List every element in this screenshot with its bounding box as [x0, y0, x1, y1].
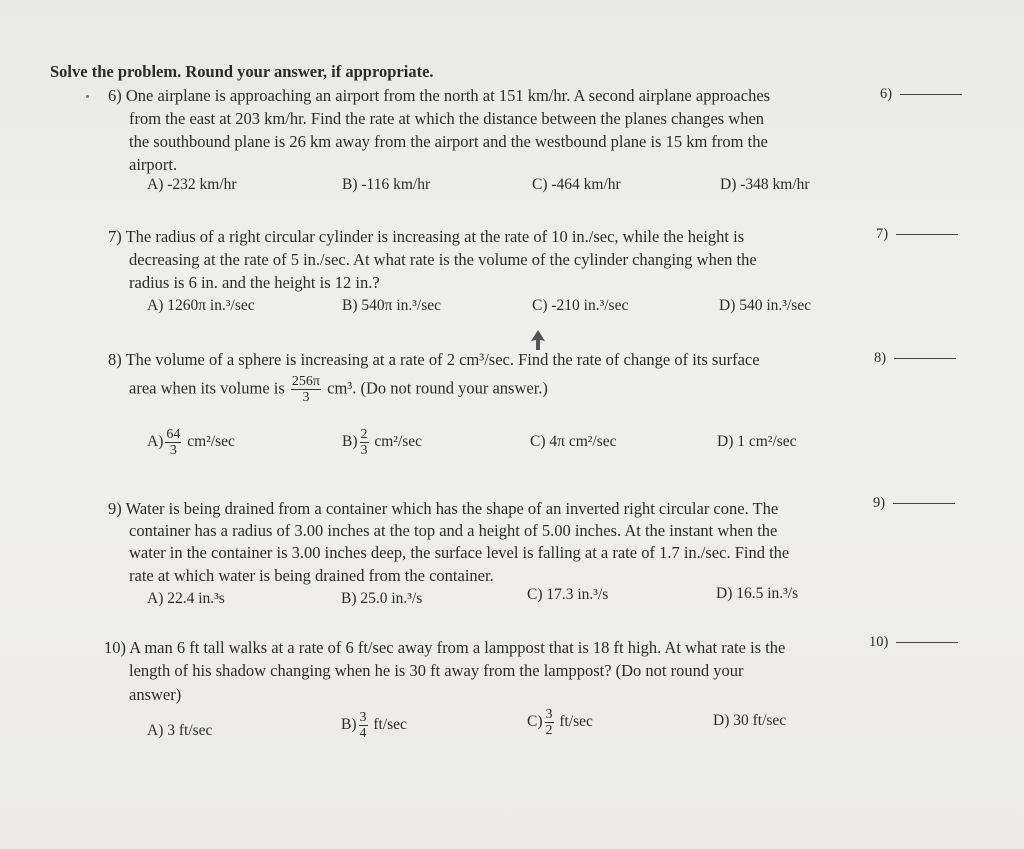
q6-line4: airport.	[129, 155, 178, 174]
q8-option-b-fraction	[360, 427, 369, 458]
q9-line4: rate at which water is being drained from the container.	[129, 566, 494, 585]
q8-option-d[interactable]: D) 1 cm²/sec	[717, 433, 797, 450]
q10-answer-number: 10)	[869, 634, 889, 650]
q9-answer-number: 9)	[873, 495, 886, 511]
q8-volume-numerator: 256π	[291, 374, 320, 389]
q6-line1: 6) One airplane is approaching an airport from the north at 151 km/hr. A second airplane approaches	[108, 86, 771, 105]
q7-option-b[interactable]: B) 540π in.³/sec	[342, 297, 442, 314]
q6-option-c[interactable]: C) -464 km/hr	[532, 176, 621, 193]
q7-option-a[interactable]: A) 1260π in.³/sec	[147, 297, 255, 314]
q10-option-c-unit: ft/sec	[559, 713, 593, 731]
q6-line3: the southbound plane is 26 km away from the airport and the westbound plane is 15 km from the	[129, 132, 768, 151]
q8-volume-fraction	[291, 374, 321, 405]
q10-option-b[interactable]	[341, 710, 407, 741]
q7-line2: decreasing at the rate of 5 in./sec. At what rate is the volume of the cylinder changing when the	[129, 250, 757, 269]
mouse-cursor-icon	[531, 330, 545, 350]
q6-answer-line	[900, 94, 962, 95]
q8-option-a-unit: cm²/sec	[187, 433, 235, 451]
q8-line2-suffix: cm³. (Do not round your answer.)	[327, 378, 548, 398]
q9-line1: 9) Water is being drained from a container which has the shape of an inverted right circular cone. The	[108, 499, 779, 518]
q10-option-a[interactable]: A) 3 ft/sec	[147, 722, 213, 739]
q9-option-c[interactable]: C) 17.3 in.³/s	[527, 586, 609, 603]
q8-volume-denominator: 3	[302, 390, 310, 405]
q6-option-b[interactable]: B) -116 km/hr	[342, 176, 431, 193]
q9-line2: container has a radius of 3.00 inches at the top and a height of 5.00 inches. At the instant when the	[129, 521, 778, 540]
q6-option-a[interactable]: A) -232 km/hr	[147, 176, 237, 193]
q8-option-a-denominator: 3	[169, 443, 177, 458]
q8-option-b[interactable]	[342, 427, 422, 458]
q10-answer-line	[896, 642, 958, 643]
q8-line2-prefix: area when its volume is	[129, 378, 285, 398]
speck	[86, 95, 89, 98]
q10-option-c-denominator: 2	[545, 723, 553, 738]
q9-line3: water in the container is 3.00 inches deep, the surface level is falling at a rate of 1.7 in./sec. Find the	[129, 543, 790, 562]
q10-option-d[interactable]: D) 30 ft/sec	[713, 712, 787, 729]
q7-line1: 7) The radius of a right circular cylinder is increasing at the rate of 10 in./sec, while the height is	[108, 227, 745, 246]
q6-answer-number: 6)	[880, 86, 893, 102]
q8-option-c[interactable]: C) 4π cm²/sec	[530, 433, 617, 450]
q6-option-d[interactable]: D) -348 km/hr	[720, 176, 810, 193]
q7-answer-blank[interactable]	[876, 226, 958, 243]
q10-option-b-fraction	[359, 710, 368, 741]
q10-option-c-numerator: 3	[545, 707, 553, 722]
q10-option-b-numerator: 3	[359, 710, 367, 725]
q9-option-d[interactable]: D) 16.5 in.³/s	[716, 585, 799, 602]
q7-option-c[interactable]: C) -210 in.³/sec	[532, 297, 629, 314]
q10-option-b-unit: ft/sec	[373, 716, 407, 734]
q9-option-b[interactable]: B) 25.0 in.³/s	[341, 590, 423, 607]
q8-option-b-numerator: 2	[360, 427, 368, 442]
q7-line3: radius is 6 in. and the height is 12 in.?	[129, 273, 380, 292]
q10-option-c-fraction	[545, 707, 554, 738]
q6-line2: from the east at 203 km/hr. Find the rate at which the distance between the planes changes when	[129, 109, 765, 128]
q10-option-b-label: B)	[341, 716, 357, 734]
q8-option-a-label: A)	[147, 433, 164, 451]
q8-option-a-numerator: 64	[166, 427, 181, 442]
q10-line1: 10) A man 6 ft tall walks at a rate of 6 ft/sec away from a lamppost that is 18 ft high. At what rate is the	[104, 638, 786, 657]
q8-option-a-fraction	[165, 427, 181, 458]
q6-answer-blank[interactable]	[880, 86, 962, 103]
q8-answer-number: 8)	[874, 350, 887, 366]
q9-option-a[interactable]: A) 22.4 in.³s	[147, 590, 225, 607]
q10-option-c-label: C)	[527, 713, 543, 731]
q8-option-a[interactable]	[147, 427, 235, 458]
q8-line2	[129, 374, 548, 405]
q7-answer-line	[896, 234, 958, 235]
q10-line3: answer)	[129, 685, 182, 704]
q8-line1: 8) The volume of a sphere is increasing at a rate of 2 cm³/sec. Find the rate of change of its surface	[108, 350, 760, 369]
q7-answer-number: 7)	[876, 226, 889, 242]
q8-answer-blank[interactable]	[874, 350, 956, 367]
q7-option-d[interactable]: D) 540 in.³/sec	[719, 297, 812, 314]
q8-answer-line	[894, 358, 956, 359]
q8-option-b-unit: cm²/sec	[374, 433, 423, 451]
q10-option-c[interactable]	[527, 707, 593, 738]
q8-option-b-denominator: 3	[360, 443, 368, 458]
q8-option-b-label: B)	[342, 433, 358, 451]
q10-line2: length of his shadow changing when he is 30 ft away from the lamppost? (Do not round your	[129, 661, 744, 680]
instructions-heading: Solve the problem. Round your answer, if appropriate.	[50, 62, 434, 81]
q10-answer-blank[interactable]	[869, 634, 958, 651]
q9-answer-line	[893, 503, 955, 504]
q9-answer-blank[interactable]	[873, 495, 955, 512]
q10-option-b-denominator: 4	[359, 726, 367, 741]
